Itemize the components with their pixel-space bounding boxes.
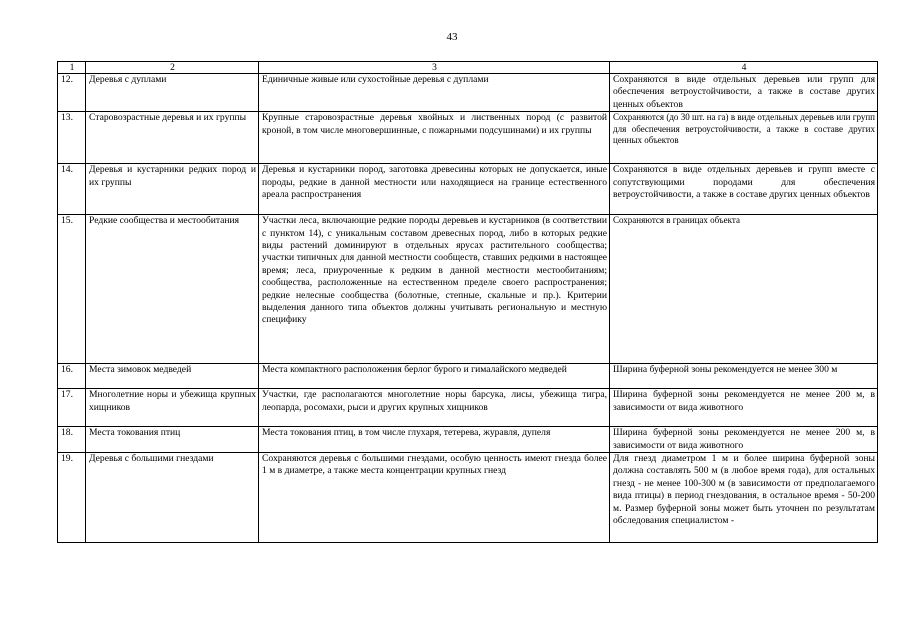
object-name: Старовозрастные деревья и их группы [86, 112, 259, 164]
table-row [58, 427, 878, 453]
object-name: Деревья с большими гнездами [86, 453, 259, 543]
object-name: Деревья с дуплами [86, 74, 259, 112]
column-header-1: 1 [58, 62, 86, 74]
object-recommendation: Ширина буферной зоны рекомендуется не менее 200 м, в зависимости от вида животного [610, 427, 878, 453]
object-description: Деревья и кустарники пород, заготовка древесины которых не допускается, иные породы, редкие в данной местности или находящиеся на границе естественного ареала распространения [259, 164, 610, 215]
object-recommendation: Ширина буферной зоны рекомендуется не менее 300 м [610, 364, 878, 389]
object-name: Деревья и кустарники редких пород и их группы [86, 164, 259, 215]
row-number: 18. [58, 427, 86, 453]
row-number: 15. [58, 215, 86, 364]
column-header-4: 4 [610, 62, 878, 74]
table-row [58, 389, 878, 427]
table-header-row [58, 62, 878, 74]
table-row [58, 112, 878, 164]
table-row [58, 164, 878, 215]
row-number: 19. [58, 453, 86, 543]
table-row [58, 364, 878, 389]
object-recommendation: Сохраняются в виде отдельных деревьев или групп для обеспечения ветроустойчивости, а также в составе других ценных объектов [610, 74, 878, 112]
row-number: 16. [58, 364, 86, 389]
object-description: Места компактного расположения берлог бурого и гималайского медведей [259, 364, 610, 389]
row-number: 13. [58, 112, 86, 164]
row-number: 12. [58, 74, 86, 112]
table-row [58, 74, 878, 112]
row-number: 14. [58, 164, 86, 215]
table-row [58, 215, 878, 364]
object-recommendation: Для гнезд диаметром 1 м и более ширина буферной зоны должна составлять 500 м (в любое время года), для остальных гнезд - не менее 100-300 м (в зависимости от предполагаемого вида птицы) в период гнездования, в остальное время - 50-200 м. Размер буферной зоны может быть уточнен по результатам обследования специалистом - [610, 453, 878, 543]
object-description: Участки, где располагаются многолетние норы барсука, лисы, убежища тигра, леопарда, росомахи, рыси и других крупных хищников [259, 389, 610, 427]
column-header-3: 3 [259, 62, 610, 74]
ecological-objects-table [57, 61, 878, 543]
table-row [58, 453, 878, 543]
object-name: Многолетние норы и убежища крупных хищников [86, 389, 259, 427]
object-description: Единичные живые или сухостойные деревья с дуплами [259, 74, 610, 112]
object-description: Места токования птиц, в том числе глухаря, тетерева, журавля, дупеля [259, 427, 610, 453]
object-description: Участки леса, включающие редкие породы деревьев и кустарников (в соответствии с пунктом 14), с уникальным составом древесных пород, либо в которых редкие виды растений доминируют в отдельных ярусах растительного сообщества; участки типичных для данной местности сообществ, ставших редкими в настоящее время; леса, приуроченные к редким в данной местности местообитаниям; сообщества, расположенные на естественном пределе своего распространения; редкие нелесные сообщества (болотные, степные, скальные и пр.). Критерии выделения данного типа объектов должны учитывать региональную и местную специфику [259, 215, 610, 364]
object-recommendation: Сохраняются в виде отдельных деревьев и групп вместе с сопутствующими породами для обеспечения ветроустойчивости, а также в составе других ценных объектов [610, 164, 878, 215]
object-name: Места зимовок медведей [86, 364, 259, 389]
column-header-2: 2 [86, 62, 259, 74]
object-name: Места токования птиц [86, 427, 259, 453]
object-recommendation: Сохраняются (до 30 шт. на га) в виде отдельных деревьев или групп для обеспечения ветроустойчивости, а также в составе других ценных объектов [610, 112, 878, 164]
row-number: 17. [58, 389, 86, 427]
page-number: 43 [446, 31, 458, 43]
object-description: Сохраняются деревья с большими гнездами, особую ценность имеют гнезда более 1 м в диаметре, а также места концентрации крупных гнезд [259, 453, 610, 543]
object-recommendation: Ширина буферной зоны рекомендуется не менее 200 м, в зависимости от вида животного [610, 389, 878, 427]
object-recommendation: Сохраняются в границах объекта [610, 215, 878, 364]
object-description: Крупные старовозрастные деревья хвойных и лиственных пород (с развитой кроной, в том числе многовершинные, с пожарными подсушинами) и их группы [259, 112, 610, 164]
object-name: Редкие сообщества и местообитания [86, 215, 259, 364]
